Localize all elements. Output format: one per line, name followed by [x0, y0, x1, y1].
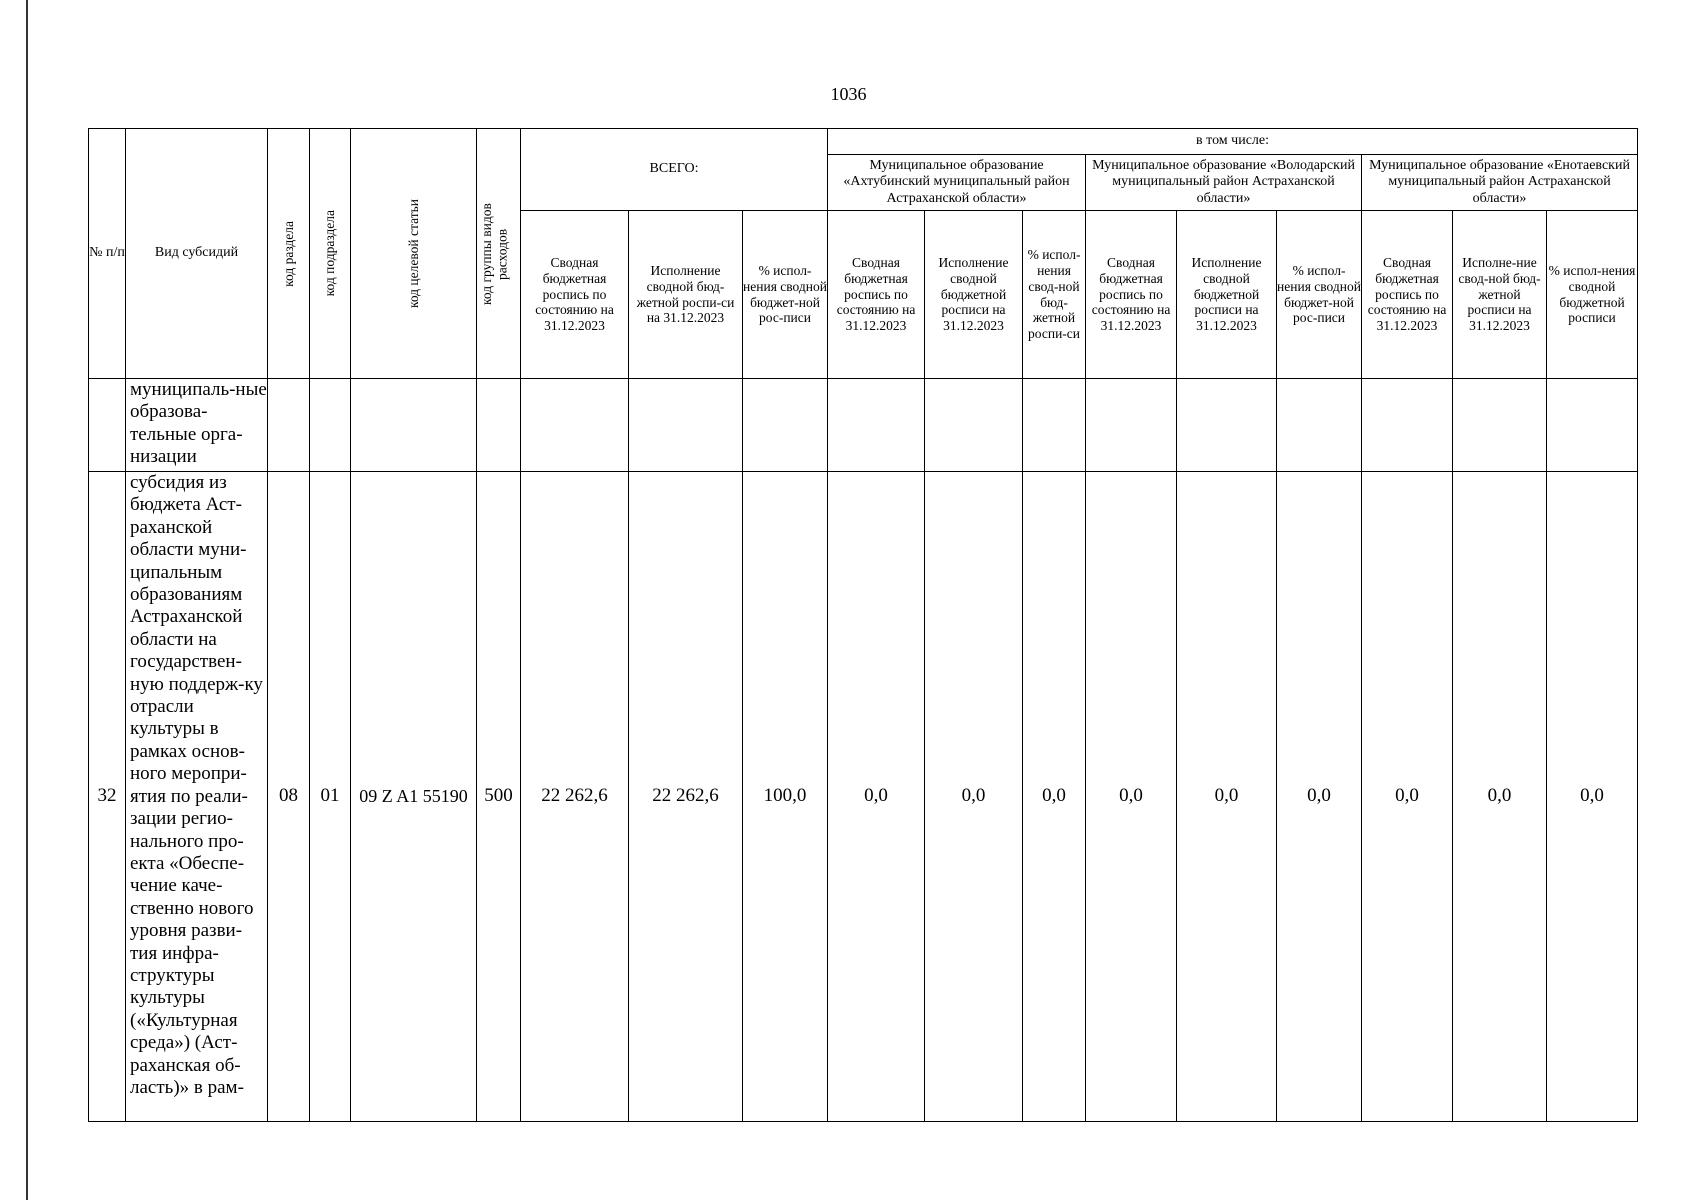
- row-npp: 32: [89, 472, 126, 1122]
- row-value: [1453, 379, 1547, 472]
- header-vsego: ВСЕГО:: [521, 129, 828, 211]
- header-mo1-col-1: Сводная бюджетная роспись по состоянию на 31.12.2023: [828, 211, 925, 379]
- row-value: [1177, 379, 1277, 472]
- row-podrazdel: 01: [310, 472, 351, 1122]
- header-mo1-col-2: Исполнение сводной бюджетной росписи на 31.12.2023: [925, 211, 1023, 379]
- header-kod-podrazdela: [310, 129, 351, 379]
- row-value: 0,0: [1453, 472, 1547, 1122]
- header-mo3-col-1: Сводная бюджетная роспись по состоянию на 31.12.2023: [1362, 211, 1453, 379]
- row-value: [629, 379, 743, 472]
- row-value: 0,0: [1177, 472, 1277, 1122]
- table-row: [89, 472, 1638, 1122]
- header-mo3: Муниципальное образование «Енотаевский муниципальный район Астраханской области»: [1362, 155, 1638, 211]
- row-value: 0,0: [1362, 472, 1453, 1122]
- header-kod-celevoy-text: код целевой статьи: [405, 198, 421, 309]
- row-value: 22 262,6: [521, 472, 629, 1122]
- row-value: 100,0: [743, 472, 828, 1122]
- header-v-tom-chisle: в том числе:: [828, 129, 1638, 155]
- row-gruppa: [477, 379, 521, 472]
- row-value: [925, 379, 1023, 472]
- row-value: [1362, 379, 1453, 472]
- row-celevaya: 09 Z A1 55190: [351, 472, 477, 1122]
- row-value: [521, 379, 629, 472]
- row-value: 0,0: [1547, 472, 1638, 1122]
- row-value: [1547, 379, 1638, 472]
- row-gruppa: 500: [477, 472, 521, 1122]
- page-number: 1036: [830, 84, 867, 104]
- row-podrazdel: [310, 379, 351, 472]
- row-value: 0,0: [1086, 472, 1177, 1122]
- header-kod-razdela: [268, 129, 310, 379]
- row-value: 0,0: [1023, 472, 1086, 1122]
- row-npp: [89, 379, 126, 472]
- header-mo3-col-3: % испол-нения сводной бюджетной росписи: [1547, 211, 1638, 379]
- row-value: [1277, 379, 1362, 472]
- row-value: 0,0: [925, 472, 1023, 1122]
- table-row: [89, 379, 1638, 472]
- subsidy-table: [88, 128, 1638, 1122]
- header-mo1: Муниципальное образование «Ахтубинский муниципальный район Астраханской области»: [828, 155, 1086, 211]
- header-mo3-col-2: Исполне-ние свод-ной бюд-жетной росписи на 31.12.2023: [1453, 211, 1547, 379]
- header-vsego-col-2: Исполнение сводной бюд-жетной роспи-си на 31.12.2023: [629, 211, 743, 379]
- header-mo1-col-3: % испол-нения свод-ной бюд-жетной роспи-си: [1023, 211, 1086, 379]
- row-value: [828, 379, 925, 472]
- scan-left-edge: [26, 0, 28, 1200]
- header-kod-gruppy-text: код группы видов расходов: [478, 202, 510, 305]
- header-kod-celevoy: [351, 129, 477, 379]
- row-value: 0,0: [1277, 472, 1362, 1122]
- row-vid: муниципаль-ные образова-тельные орга-низации: [126, 379, 268, 472]
- header-vsego-col-1: Сводная бюджетная роспись по состоянию на 31.12.2023: [521, 211, 629, 379]
- row-value: 22 262,6: [629, 472, 743, 1122]
- row-value: [1023, 379, 1086, 472]
- header-mo2-col-1: Сводная бюджетная роспись по состоянию на 31.12.2023: [1086, 211, 1177, 379]
- header-mo2-col-2: Исполнение сводной бюджетной росписи на 31.12.2023: [1177, 211, 1277, 379]
- row-vid: субсидия из бюджета Аст-раханской области муни-ципальным образованиям Астраханской области на государствен-ную поддерж-ку отрасли культуры в рамках основ-ного меропри-ятия по реали-зации регио-нального про-екта «Обеспе-чение каче-ственно нового уровня разви-тия инфра-структуры культуры («Культурная среда») (Аст-раханская об-ласть)» в рам-: [126, 472, 268, 1122]
- header-npp: № п/п: [89, 129, 126, 379]
- header-kod-razdela-text: код раздела: [280, 220, 296, 287]
- header-vsego-col-3: % испол-нения сводной бюджет-ной рос-писи: [743, 211, 828, 379]
- header-mo2-col-3: % испол-нения сводной бюджет-ной рос-писи: [1277, 211, 1362, 379]
- row-value: [743, 379, 828, 472]
- header-mo2: Муниципальное образование «Володарский муниципальный район Астраханской области»: [1086, 155, 1362, 211]
- row-value: [1086, 379, 1177, 472]
- row-value: 0,0: [828, 472, 925, 1122]
- header-vid: Вид субсидий: [126, 129, 268, 379]
- header-kod-gruppy: [477, 129, 521, 379]
- header-kod-podrazdela-text: код подраздела: [322, 210, 338, 297]
- row-razdel: 08: [268, 472, 310, 1122]
- row-razdel: [268, 379, 310, 472]
- row-celevaya: [351, 379, 477, 472]
